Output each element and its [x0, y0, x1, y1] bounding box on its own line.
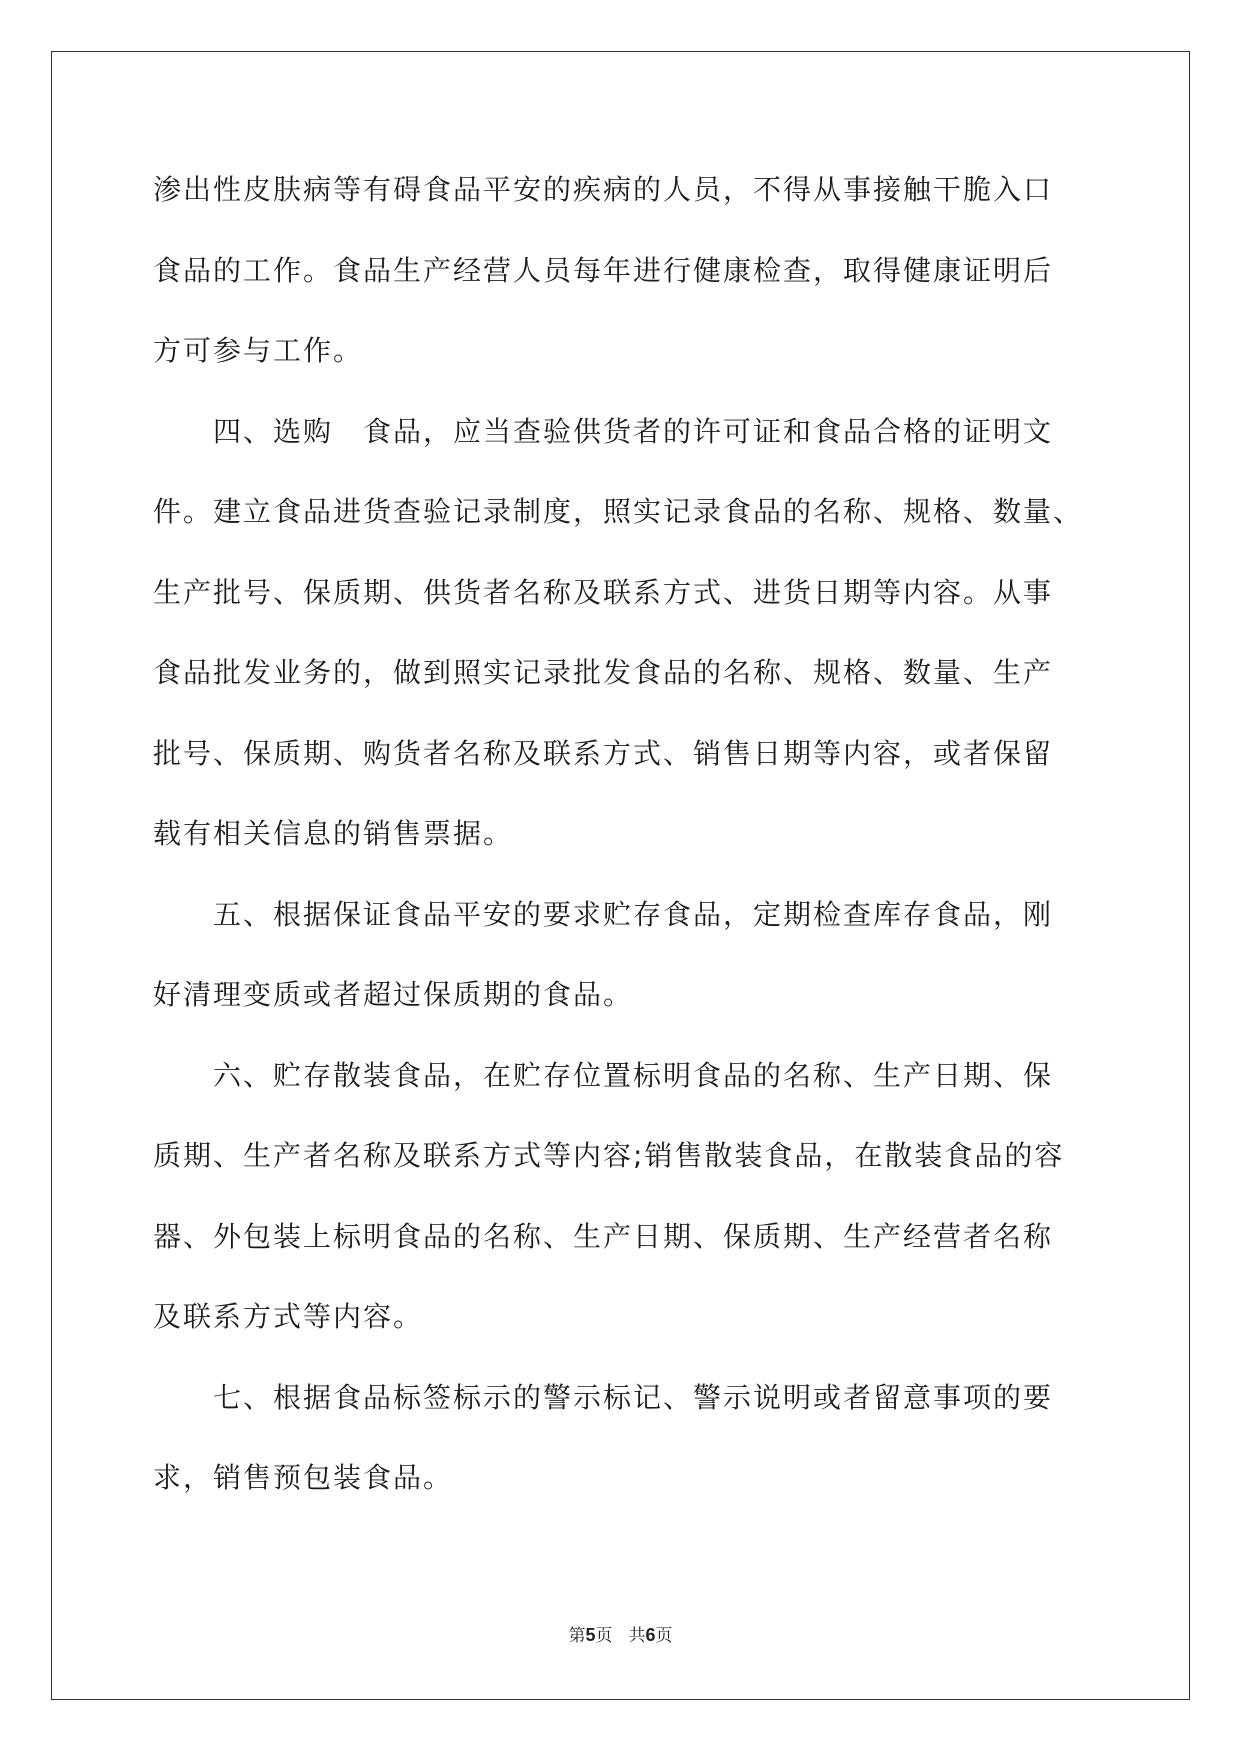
current-page-number: 5 [585, 1625, 596, 1645]
text-line: 批号、保质期、购货者名称及联系方式、销售日期等内容，或者保留 [153, 736, 1054, 770]
footer-total-suffix: 页 [655, 1626, 673, 1646]
total-page-number: 6 [645, 1625, 656, 1645]
footer-total-prefix: 共 [628, 1626, 646, 1646]
page-footer [0, 1621, 1241, 1646]
text-line: 食品批发业务的，做到照实记录批发食品的名称、规格、数量、生产 [153, 656, 1054, 689]
text-line: 质期、生产者名称及联系方式等内容;销售散装食品，在散装食品的容 [153, 1139, 1065, 1172]
footer-page-suffix: 页 [595, 1626, 613, 1646]
text-line: 器、外包装上标明食品的名称、生产日期、保质期、生产经营者名称 [153, 1219, 1054, 1253]
text-line: 四、选购 食品，应当查验供货者的许可证和食品合格的证明文 [153, 414, 1054, 448]
text-line: 食品的工作。食品生产经营人员每年进行健康检查，取得健康证明后 [153, 253, 1054, 287]
text-line: 方可参与工作。 [153, 334, 364, 367]
footer-prefix: 第 [568, 1626, 586, 1646]
text-line: 好清理变质或者超过保质期的食品。 [153, 978, 634, 1011]
text-line: 求，销售预包装食品。 [153, 1461, 454, 1494]
text-line: 五、根据保证食品平安的要求贮存食品，定期检查库存食品，刚 [153, 897, 1054, 931]
text-line: 生产批号、保质期、供货者名称及联系方式、进货日期等内容。从事 [153, 575, 1054, 609]
text-line: 六、贮存散装食品，在贮存位置标明食品的名称、生产日期、保 [153, 1058, 1054, 1092]
text-line: 七、根据食品标签标示的警示标记、警示说明或者留意事项的要 [153, 1380, 1054, 1414]
text-line: 及联系方式等内容。 [153, 1300, 424, 1333]
text-line: 载有相关信息的销售票据。 [153, 817, 514, 850]
text-line: 渗出性皮肤病等有碍食品平安的疾病的人员，不得从事接触干脆入口 [153, 173, 1054, 206]
text-line: 件。建立食品进货查验记录制度，照实记录食品的名称、规格、数量、 [153, 495, 1084, 528]
document-body [153, 150, 1093, 1519]
